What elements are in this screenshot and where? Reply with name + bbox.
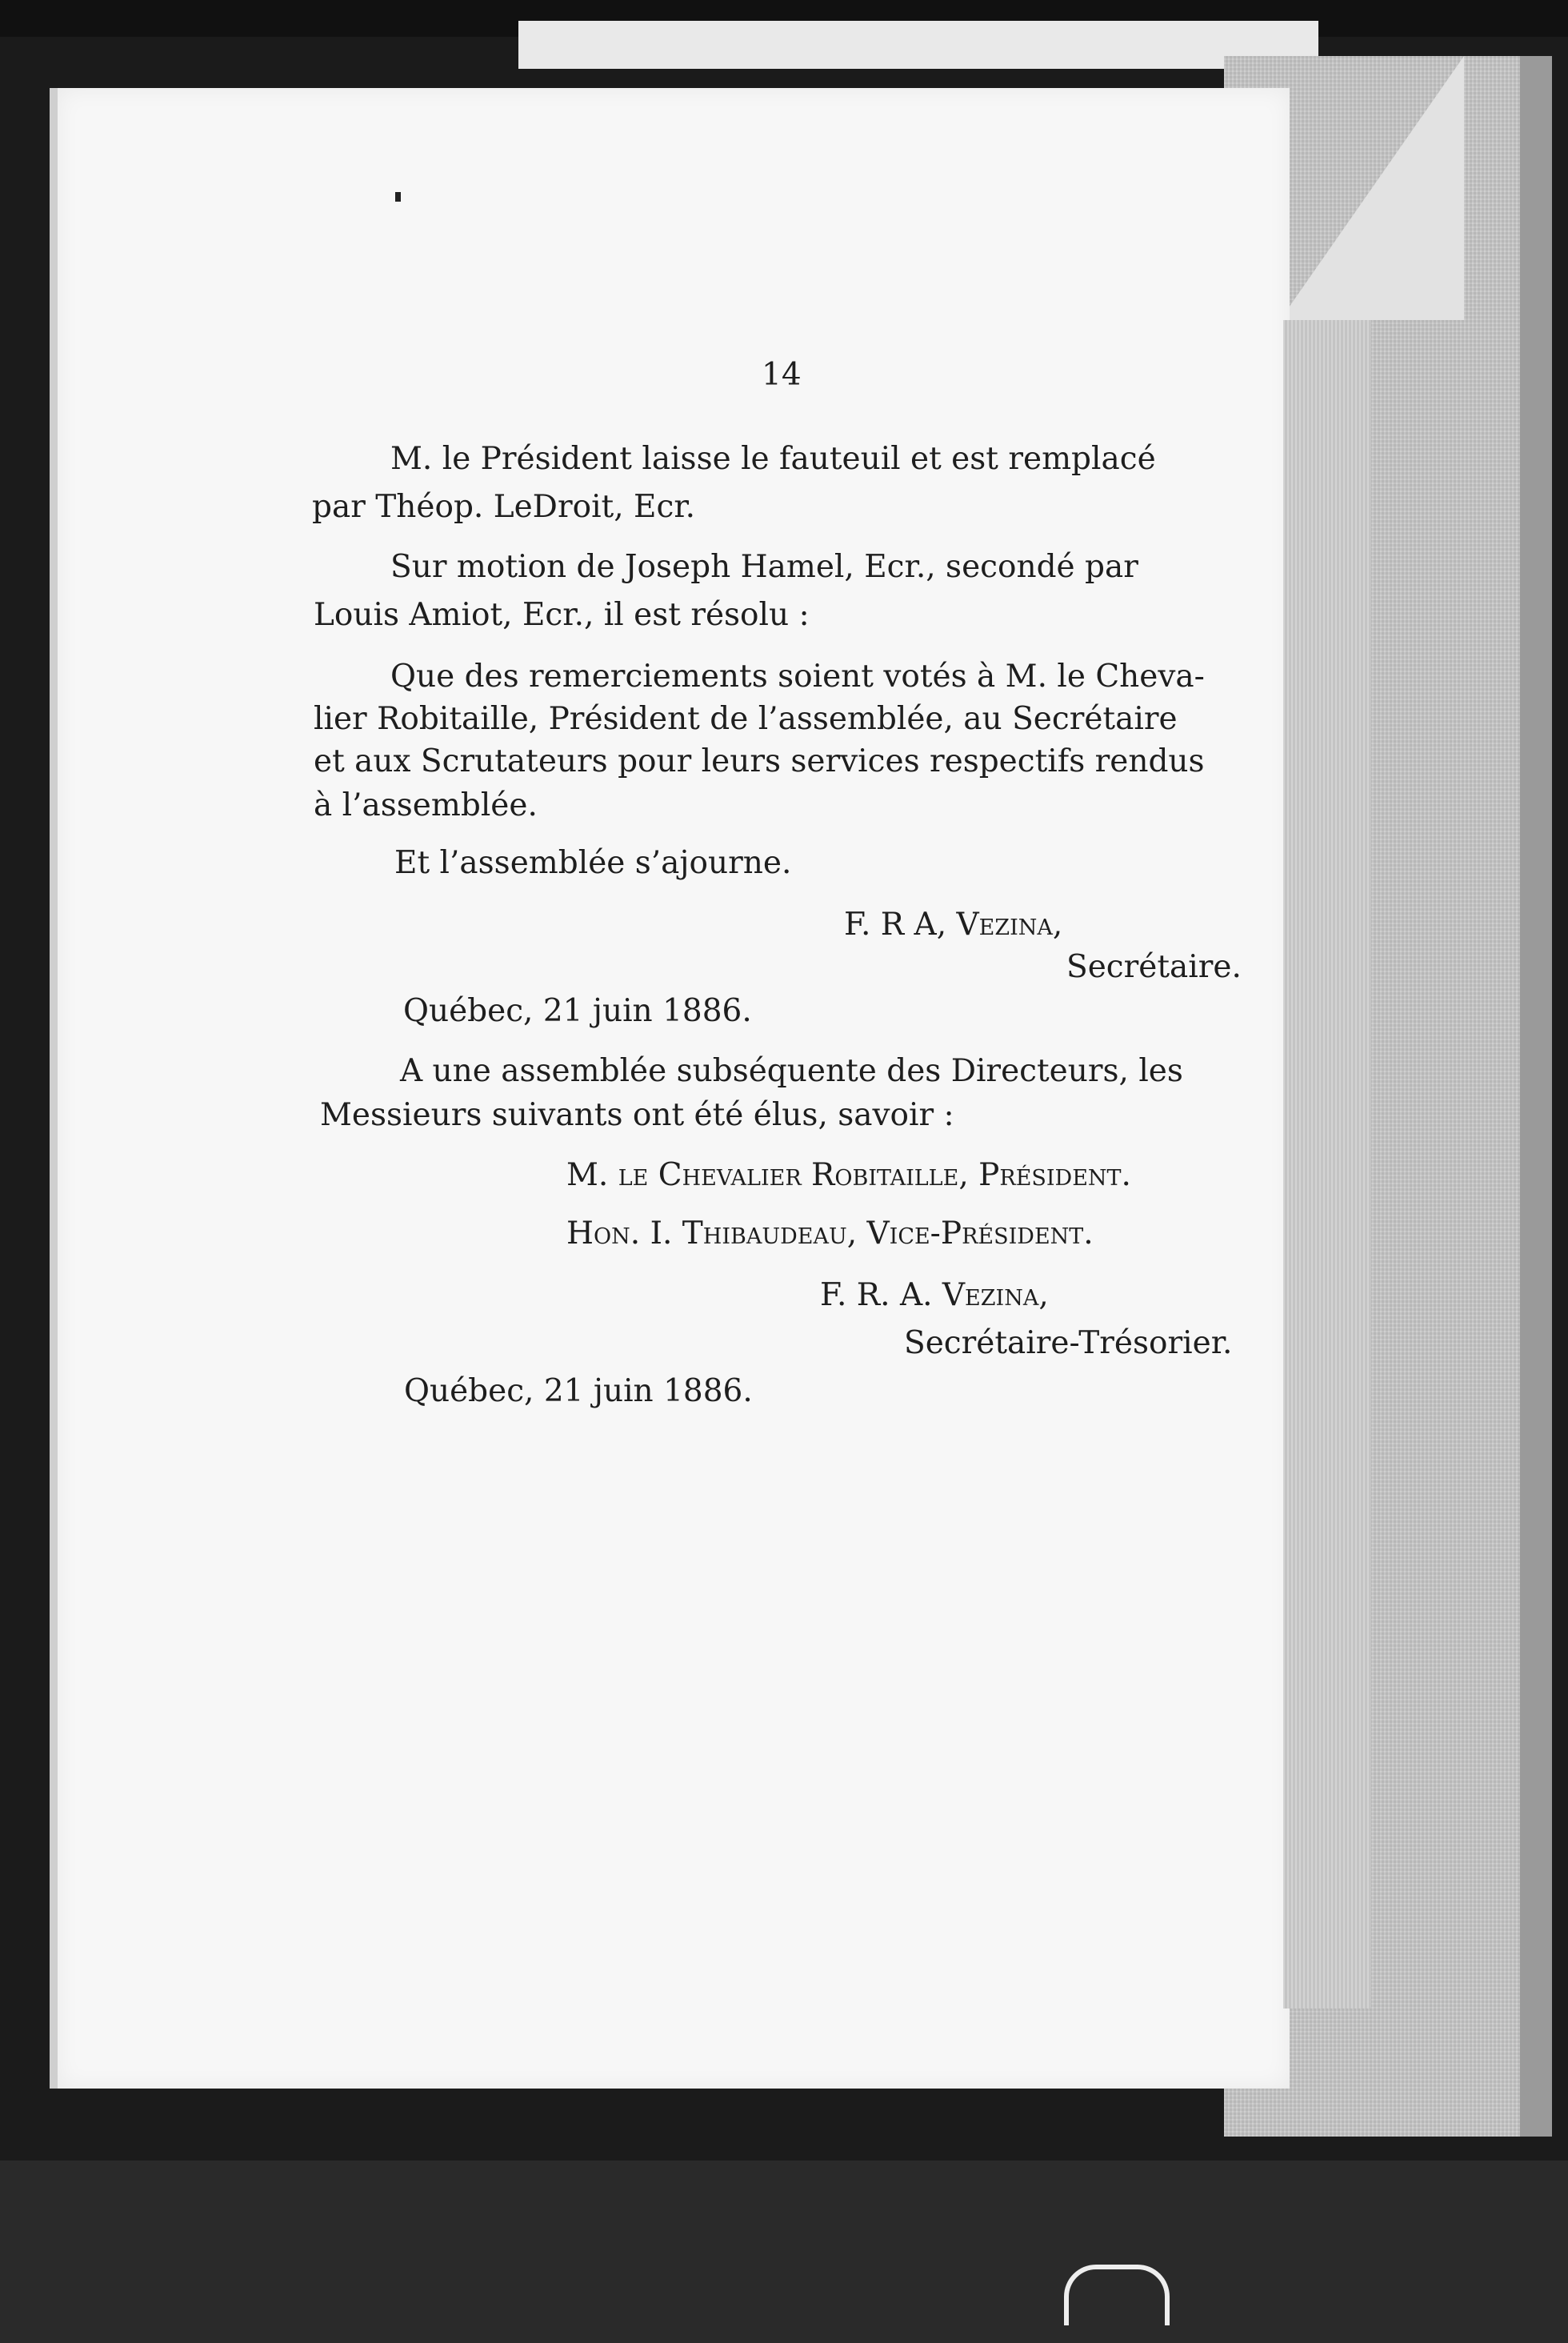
signature-2-name: F. R. A. Vezina, — [820, 1277, 1049, 1313]
paragraph-4: Et l’assemblée s’ajourne. — [394, 845, 792, 881]
top-paper-tab — [518, 21, 1318, 69]
ink-speck — [395, 192, 401, 202]
paragraph-5-line-2: Messieurs suivants ont été élus, savoir : — [320, 1097, 954, 1133]
paragraph-3-line-4: à l’assemblée. — [314, 787, 538, 823]
date-1: Québec, 21 juin 1886. — [403, 993, 752, 1029]
cover-overlap — [1283, 320, 1371, 2009]
officer-president: M. le Chevalier Robitaille, Président. — [566, 1157, 1131, 1193]
date-2: Québec, 21 juin 1886. — [404, 1373, 753, 1409]
paragraph-5-line-1: A une assemblée subséquente des Directeurs, les — [400, 1053, 1183, 1089]
officer-vice-president: Hon. I. Thibaudeau, Vice-Président. — [566, 1216, 1094, 1252]
paragraph-3-line-2: lier Robitaille, Président de l’assemblée, au Secrétaire — [314, 701, 1178, 737]
paragraph-2-line-1: Sur motion de Joseph Hamel, Ecr., secondé par — [390, 549, 1138, 585]
paragraph-1-line-1: M. le Président laisse le fauteuil et est remplacé — [390, 441, 1156, 477]
signature-1-title: Secrétaire. — [1066, 949, 1242, 985]
book-spine — [1520, 56, 1552, 2137]
paragraph-3-line-3: et aux Scrutateurs pour leurs services respectifs rendus — [314, 743, 1205, 779]
paragraph-3-line-1: Que des remerciements soient votés à M. le Cheva- — [390, 659, 1205, 695]
signature-2-title: Secrétaire-Trésorier. — [904, 1325, 1233, 1361]
signature-1-name: F. R A, Vezina, — [844, 907, 1063, 943]
page-number: 14 — [762, 357, 802, 393]
paragraph-1-line-2: par Théop. LeDroit, Ecr. — [312, 489, 696, 525]
bottom-dark-strip — [0, 2161, 1568, 2343]
paragraph-2-line-2: Louis Amiot, Ecr., il est résolu : — [314, 597, 810, 633]
bottom-artifact — [1064, 2265, 1170, 2325]
